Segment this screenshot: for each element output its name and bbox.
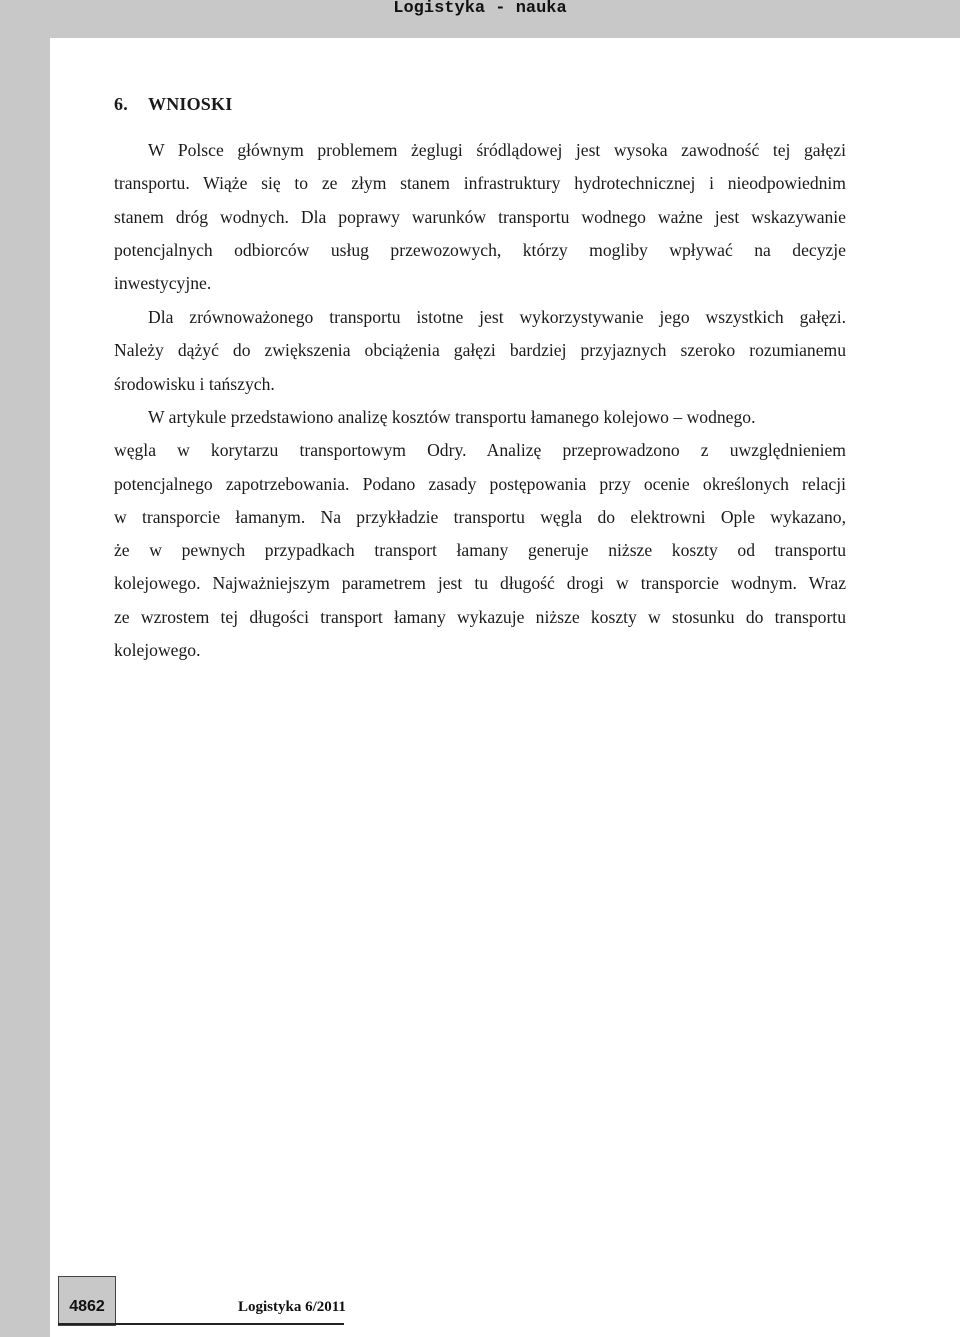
paragraph-sustainability <box>114 301 846 401</box>
text-line: potencjalnego zapotrzebowania. Podano zasady postępowania przy ocenie określonych relacji <box>114 473 846 494</box>
paragraph-article-summary <box>114 401 846 667</box>
text-line: W artykule przedstawiono analizę kosztów transportu łamanego kolejowo – wodnego. <box>148 407 756 427</box>
section-number: 6. <box>114 94 128 114</box>
text-line: kolejowego. <box>114 640 201 661</box>
page-number: 4862 <box>69 1298 105 1315</box>
text-line: inwestycyjne. <box>114 273 212 294</box>
text-line: W Polsce głównym problemem żeglugi śródlądowej jest wysoka zawodność tej gałęzi <box>148 140 846 160</box>
text-line: potencjalnych odbiorców usług przewozowych, którzy mogliby wpływać na decyzje <box>114 239 846 260</box>
text-line: węgla w korytarzu transportowym Odry. Analizę przeprowadzono z uwzględnieniem <box>114 440 846 461</box>
text-line: ze wzrostem tej długości transport łamany wykazuje niższe koszty w stosunku do transportu <box>114 606 846 627</box>
text-line: w transporcie łamanym. Na przykładzie transportu węgla do elektrowni Ople wykazano, <box>114 506 846 527</box>
section-heading <box>114 92 232 116</box>
journal-issue: Logistyka 6/2011 <box>238 1299 346 1315</box>
running-head: Logistyka - nauka <box>393 0 567 18</box>
text-line: stanem dróg wodnych. Dla poprawy warunków transportu wodnego ważne jest wskazywanie <box>114 206 846 227</box>
text-line: Należy dążyć do zwiększenia obciążenia gałęzi bardziej przyjaznych szeroko rozumianemu <box>114 340 846 361</box>
text-line: transportu. Wiąże się to ze złym stanem infrastruktury hydrotechnicznej i nieodpowiednim <box>114 173 846 194</box>
text-line: Dla zrównoważonego transportu istotne jest wykorzystywanie jego wszystkich gałęzi. <box>148 307 846 327</box>
text-line: środowisku i tańszych. <box>114 373 275 394</box>
footer-rule <box>58 1323 344 1325</box>
section-title: WNIOSKI <box>148 94 233 114</box>
text-line: kolejowego. Najważniejszym parametrem jest tu długość drogi w transporcie wodnym. Wraz <box>114 573 846 594</box>
paragraph-problem <box>114 134 846 300</box>
text-line: że w pewnych przypadkach transport łamany generuje niższe koszty od transportu <box>114 540 846 561</box>
